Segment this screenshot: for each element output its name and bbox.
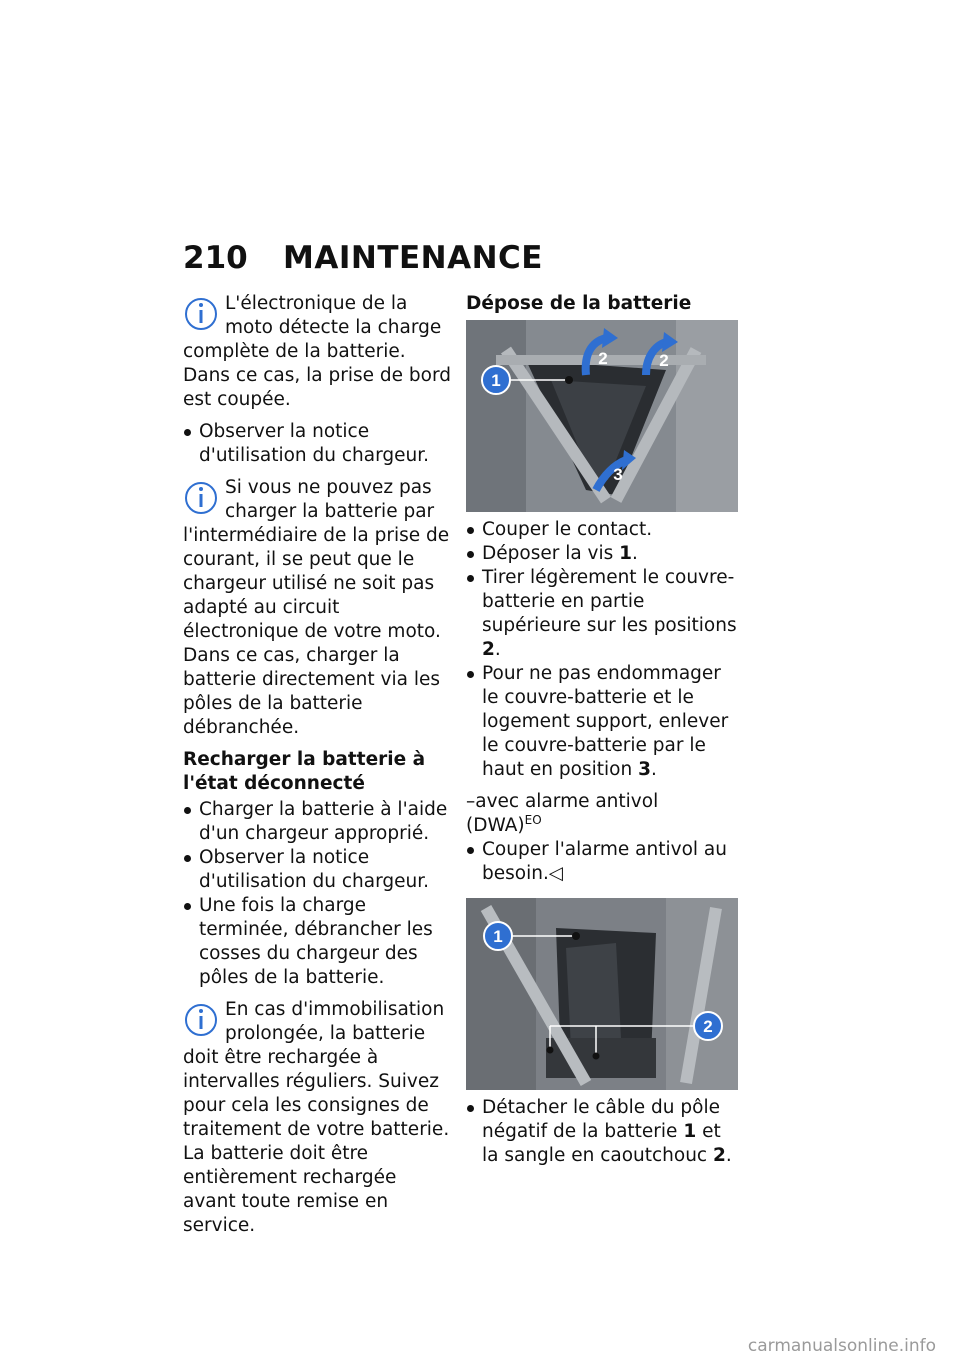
- list-item: Charger la batterie à l'aide d'un chargeur approprié.: [183, 798, 451, 846]
- list-item: Observer la notice d'utilisation du chargeur.: [183, 420, 451, 468]
- bullet-list: [183, 798, 451, 990]
- bullet-list: [466, 1096, 738, 1168]
- callout-label: 2: [659, 351, 669, 370]
- list-item: Une fois la charge terminée, débrancher les cosses du chargeur des pôles de la batterie.: [183, 894, 451, 990]
- bullet-list: [183, 420, 451, 468]
- list-item: Déposer la vis 1.: [466, 542, 738, 566]
- note-text: L'électronique de la moto détecte la charge complète de la batterie. Dans ce cas, la prise de bord est coupée.: [183, 293, 452, 410]
- subheading-recharge: Recharger la batterie à l'état déconnecté: [183, 749, 426, 794]
- subheading-battery-removal: Dépose de la batterie: [466, 293, 692, 314]
- list-item: Pour ne pas endommager le couvre-batterie et le logement support, enlever le couvre-batterie par le haut en position 3.: [466, 662, 738, 782]
- section-title: MAINTENANCE: [283, 240, 543, 276]
- battery-cable-illustration: [466, 898, 738, 1090]
- list-item: Tirer légèrement le couvre-batterie en partie supérieure sur les positions 2.: [466, 566, 738, 662]
- battery-cover-photo: [466, 320, 738, 512]
- list-item: Observer la notice d'utilisation du chargeur.: [183, 846, 451, 894]
- battery-cable-photo: [466, 898, 738, 1090]
- info-icon: [183, 294, 219, 338]
- callout-label: 2: [598, 349, 608, 368]
- info-icon: [183, 478, 219, 522]
- info-note-1: [183, 292, 451, 412]
- right-column: [466, 292, 738, 1176]
- option-code: EO: [524, 812, 542, 827]
- bullet-list: [466, 518, 738, 782]
- info-note-2: [183, 476, 451, 740]
- note-text: En cas d'immobilisation prolongée, la batterie doit être rechargée à intervalles réguliers. Suivez pour cela les consignes de traitement de votre batterie. La batterie doit être entièrement rechargée avant toute remise en service.: [183, 999, 450, 1236]
- list-item: Couper le contact.: [466, 518, 738, 542]
- bullet-list: [466, 838, 738, 886]
- callout-label: 1: [491, 371, 501, 390]
- watermark: carmanualsonline.info: [747, 1336, 936, 1356]
- callout-label: 2: [703, 1017, 713, 1036]
- list-item: Couper l'alarme antivol au besoin.◁: [466, 838, 738, 886]
- page-number: 210: [183, 240, 248, 276]
- info-note-3: [183, 998, 451, 1238]
- left-column: [183, 292, 451, 1246]
- option-line: –avec alarme antivol (DWA)$^{EO}$: [466, 791, 659, 836]
- note-text: Si vous ne pouvez pas charger la batterie par l'intermédiaire de la prise de courant, il se peut que le chargeur utilisé ne soit pas adapté au circuit électronique de votre moto. Dans ce cas, charger la batterie directement via les pôles de la batterie débranchée.: [183, 477, 450, 738]
- callout-label: 1: [493, 927, 503, 946]
- callout-label: 3: [613, 465, 623, 484]
- battery-cover-illustration: [466, 320, 738, 512]
- info-icon: [183, 1000, 219, 1044]
- page-header: [183, 240, 543, 276]
- list-item: Détacher le câble du pôle négatif de la batterie 1 et la sangle en caoutchouc 2.: [466, 1096, 738, 1168]
